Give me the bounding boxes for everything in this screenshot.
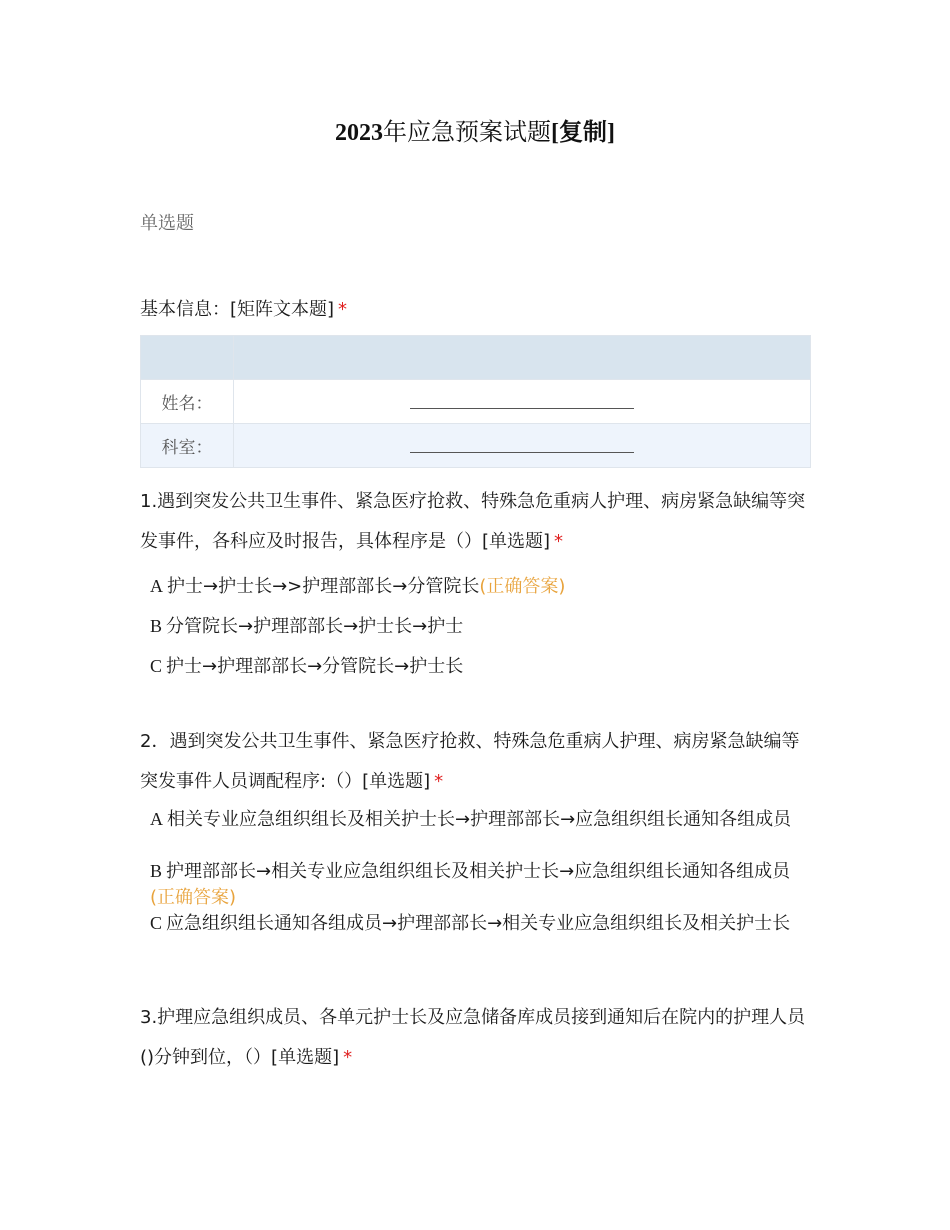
matrix-header-row xyxy=(141,336,811,380)
option-letter: C xyxy=(150,656,163,676)
matrix-question-text: 基本信息：[矩阵文本题] xyxy=(140,299,335,320)
question-3-text: 3.护理应急组织成员、各单元护士长及应急储备库成员接到通知后在院内的护理人员()分钟到位，（）[单选题] xyxy=(140,1007,806,1068)
question-1-option-a[interactable] xyxy=(150,573,810,600)
matrix-header-cell xyxy=(141,336,234,380)
option-letter: A xyxy=(150,576,163,596)
option-text: 相关专业应急组织组长及相关护士长→护理部部长→应急组织组长通知各组成员 xyxy=(167,809,792,830)
required-mark: * xyxy=(434,771,444,792)
matrix-row-label: 科室： xyxy=(141,424,234,468)
title-suffix: [复制] xyxy=(551,120,615,146)
title-text: 年应急预案试题 xyxy=(383,120,551,146)
question-1-option-c[interactable] xyxy=(150,653,810,680)
correct-answer-label: (正确答案) xyxy=(479,576,566,597)
matrix-row-department xyxy=(141,424,811,468)
page-title xyxy=(0,112,950,147)
matrix-question-title xyxy=(140,290,812,330)
question-2-title xyxy=(140,722,812,802)
question-2-option-a[interactable] xyxy=(150,806,810,833)
department-input-line[interactable] xyxy=(410,451,634,453)
option-text: 护士→护理部部长→分管院长→护士长 xyxy=(166,656,464,677)
title-year: 2023 xyxy=(335,120,383,146)
option-text: 护士→护士长→>护理部部长→分管院长 xyxy=(167,576,480,597)
matrix-table xyxy=(140,335,811,468)
option-text: 应急组织组长通知各组成员→护理部部长→相关专业应急组织组长及相关护士长 xyxy=(166,913,791,934)
required-mark: * xyxy=(338,299,348,320)
question-1-option-b[interactable] xyxy=(150,613,810,640)
option-letter: B xyxy=(150,861,163,881)
name-input-field[interactable] xyxy=(234,380,811,424)
matrix-row-label: 姓名： xyxy=(141,380,234,424)
department-input-field[interactable] xyxy=(234,424,811,468)
question-2-text: 2．遇到突发公共卫生事件、紧急医疗抢救、特殊急危重病人护理、病房紧急缺编等突发事件人员调配程序:（）[单选题] xyxy=(140,731,800,792)
name-input-line[interactable] xyxy=(410,407,634,409)
option-letter: A xyxy=(150,809,163,829)
question-1-title xyxy=(140,482,812,562)
required-mark: * xyxy=(343,1047,353,1068)
option-text: 护理部部长→相关专业应急组织组长及相关护士长→应急组织组长通知各组成员 xyxy=(166,861,791,882)
question-1-text: 1.遇到突发公共卫生事件、紧急医疗抢救、特殊急危重病人护理、病房紧急缺编等突发事件，各科应及时报告，具体程序是（）[单选题] xyxy=(140,491,806,552)
matrix-header-cell xyxy=(234,336,811,380)
question-2-option-b[interactable] xyxy=(150,858,810,911)
option-letter: C xyxy=(150,913,163,933)
option-text: 分管院长→护理部部长→护士长→护士 xyxy=(166,616,464,637)
question-2-option-c[interactable] xyxy=(150,910,810,937)
matrix-row-name xyxy=(141,380,811,424)
section-label: 单选题 xyxy=(140,213,194,234)
required-mark: * xyxy=(554,531,564,552)
option-letter: B xyxy=(150,616,163,636)
correct-answer-label: (正确答案) xyxy=(150,887,237,908)
question-3-title xyxy=(140,998,812,1078)
